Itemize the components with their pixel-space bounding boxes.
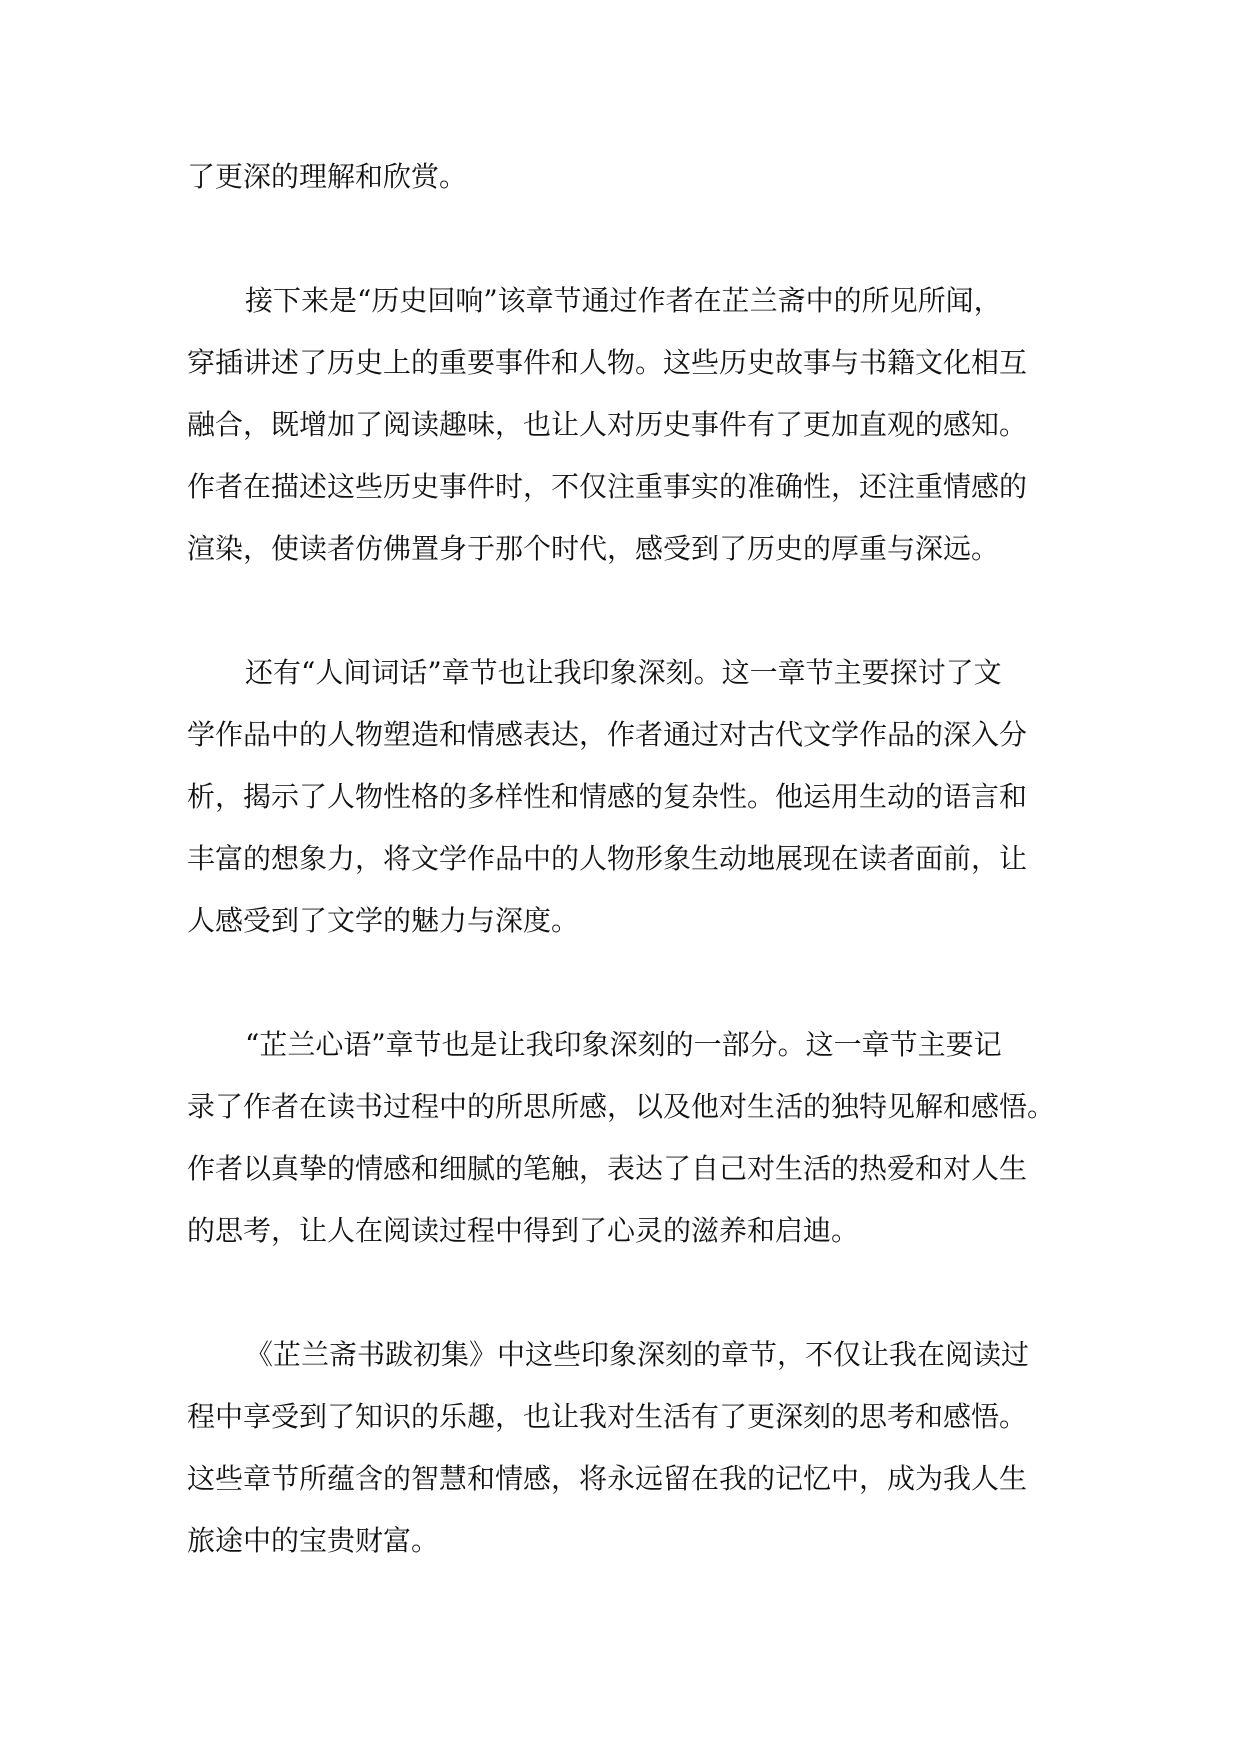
paragraph	[187, 146, 1055, 208]
text-line: 了更深的理解和欣赏。	[187, 160, 468, 193]
text-line: 渲染，使读者仿佛置身于那个时代，感受到了历史的厚重与深远。	[187, 532, 1000, 565]
text-line: 丰富的想象力，将文学作品中的人物形象生动地展现在读者面前，让	[187, 842, 1028, 875]
paragraph	[187, 270, 1055, 580]
text-line: 录了作者在读书过程中的所思所感，以及他对生活的独特见解和感悟。	[187, 1090, 1055, 1123]
paragraph	[187, 1014, 1055, 1262]
paragraph-gap	[187, 1262, 1055, 1324]
text-line: 还有“人间词话”章节也让我印象深刻。这一章节主要探讨了文	[245, 656, 1002, 689]
text-line: 人感受到了文学的魅力与深度。	[187, 904, 580, 937]
text-line: 作者在描述这些历史事件时，不仅注重事实的准确性，还注重情感的	[187, 470, 1028, 503]
text-line: 这些章节所蕴含的智慧和情感，将永远留在我的记忆中，成为我人生	[187, 1462, 1028, 1495]
text-line: 融合，既增加了阅读趣味，也让人对历史事件有了更加直观的感知。	[187, 408, 1028, 441]
text-line: 穿插讲述了历史上的重要事件和人物。这些历史故事与书籍文化相互	[187, 346, 1028, 379]
text-line: 析，揭示了人物性格的多样性和情感的复杂性。他运用生动的语言和	[187, 780, 1028, 813]
text-line: 《芷兰斋书跋初集》中这些印象深刻的章节，不仅让我在阅读过	[245, 1338, 1030, 1371]
text-line: 作者以真挚的情感和细腻的笔触，表达了自己对生活的热爱和对人生	[187, 1152, 1028, 1185]
text-line: “芷兰心语”章节也是让我印象深刻的一部分。这一章节主要记	[245, 1028, 1002, 1061]
document-body	[187, 146, 1055, 1572]
paragraph-gap	[187, 208, 1055, 270]
paragraph-gap	[187, 580, 1055, 642]
text-line: 学作品中的人物塑造和情感表达，作者通过对古代文学作品的深入分	[187, 718, 1028, 751]
paragraph-gap	[187, 952, 1055, 1014]
paragraph	[187, 1324, 1055, 1572]
text-line: 的思考，让人在阅读过程中得到了心灵的滋养和启迪。	[187, 1214, 860, 1247]
text-line: 程中享受到了知识的乐趣，也让我对生活有了更深刻的思考和感悟。	[187, 1400, 1028, 1433]
text-line: 接下来是“历史回响”该章节通过作者在芷兰斋中的所见所闻，	[245, 284, 1002, 317]
paragraph	[187, 642, 1055, 952]
text-line: 旅途中的宝贵财富。	[187, 1524, 440, 1557]
